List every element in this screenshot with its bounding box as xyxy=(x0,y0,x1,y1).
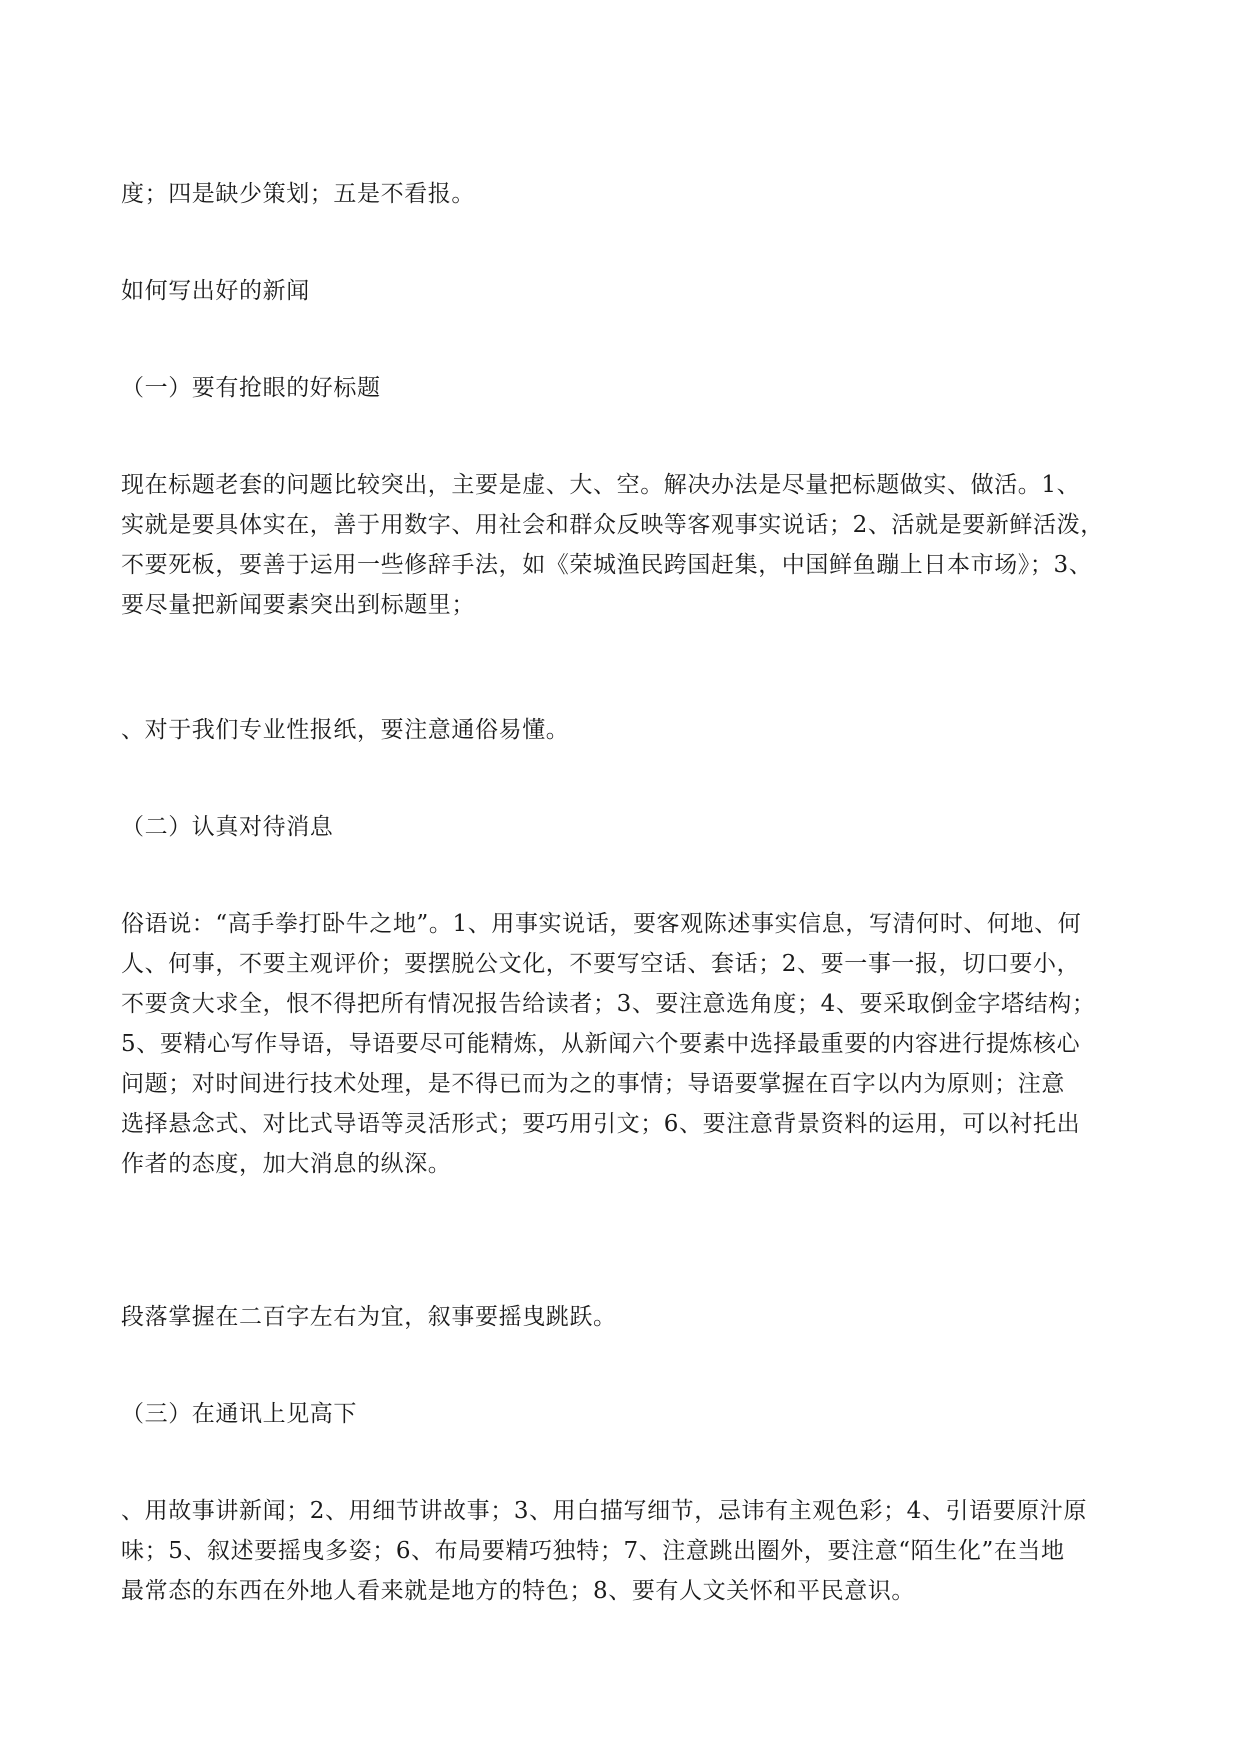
paragraph-headline-advice xyxy=(121,465,1123,625)
text-line: 5、要精心写作导语，导语要尽可能精炼，从新闻六个要素中选择最重要的内容进行提炼核心 xyxy=(121,1031,1081,1057)
paragraph-length-advice xyxy=(121,1297,1123,1337)
subheading-eye-catching-headline xyxy=(121,368,1123,408)
text-line: （三）在通讯上见高下 xyxy=(121,1401,357,1427)
text-line: 如何写出好的新闻 xyxy=(121,278,310,304)
section-heading-how-to-write-good-news xyxy=(121,271,1123,311)
text-line: 不要贪大求全，恨不得把所有情况报告给读者；3、要注意选角度；4、要采取倒金字塔结构； xyxy=(121,991,1096,1017)
paragraph-continuation xyxy=(121,174,1123,214)
text-line: （二）认真对待消息 xyxy=(121,814,334,840)
text-line: 实就是要具体实在，善于用数字、用社会和群众反映等客观事实说话；2、活就是要新鲜活泼， xyxy=(121,512,1104,538)
text-line: 问题；对时间进行技术处理，是不得已而为之的事情；导语要掌握在百字以内为原则；注意 xyxy=(121,1071,1065,1097)
text-line: 作者的态度，加大消息的纵深。 xyxy=(121,1151,452,1177)
paragraph-feature-advice xyxy=(121,1491,1123,1611)
text-line: 最常态的东西在外地人看来就是地方的特色；8、要有人文关怀和平民意识。 xyxy=(121,1578,916,1604)
text-line: 度；四是缺少策划；五是不看报。 xyxy=(121,181,475,207)
subheading-feature-writing xyxy=(121,1394,1123,1434)
subheading-treat-news-seriously xyxy=(121,807,1123,847)
text-line: 、用故事讲新闻；2、用细节讲故事；3、用白描写细节，忌讳有主观色彩；4、引语要原汁原 xyxy=(121,1498,1088,1524)
paragraph-news-advice xyxy=(121,904,1123,1184)
text-line: 选择悬念式、对比式导语等灵活形式；要巧用引文；6、要注意背景资料的运用，可以衬托出 xyxy=(121,1111,1081,1137)
text-line: 人、何事，不要主观评价；要摆脱公文化，不要写空话、套话；2、要一事一报，切口要小， xyxy=(121,951,1081,977)
text-line: 味；5、叙述要摇曳多姿；6、布局要精巧独特；7、注意跳出圈外，要注意“陌生化”在当地 xyxy=(121,1538,1065,1564)
text-line: 要尽量把新闻要素突出到标题里； xyxy=(121,592,475,618)
text-line: （一）要有抢眼的好标题 xyxy=(121,375,381,401)
text-line: 、对于我们专业性报纸，要注意通俗易懂。 xyxy=(121,717,570,743)
text-line: 不要死板，要善于运用一些修辞手法，如《荣城渔民跨国赶集，中国鲜鱼蹦上日本市场》；3、 xyxy=(121,552,1093,578)
text-line: 现在标题老套的问题比较突出，主要是虚、大、空。解决办法是尽量把标题做实、做活。1、 xyxy=(121,472,1081,498)
text-line: 段落掌握在二百字左右为宜，叙事要摇曳跳跃。 xyxy=(121,1304,617,1330)
text-line: 俗语说：“高手拳打卧牛之地”。1、用事实说话，要客观陈述事实信息，写清何时、何地、何 xyxy=(121,911,1082,937)
paragraph-plain-language xyxy=(121,710,1123,750)
